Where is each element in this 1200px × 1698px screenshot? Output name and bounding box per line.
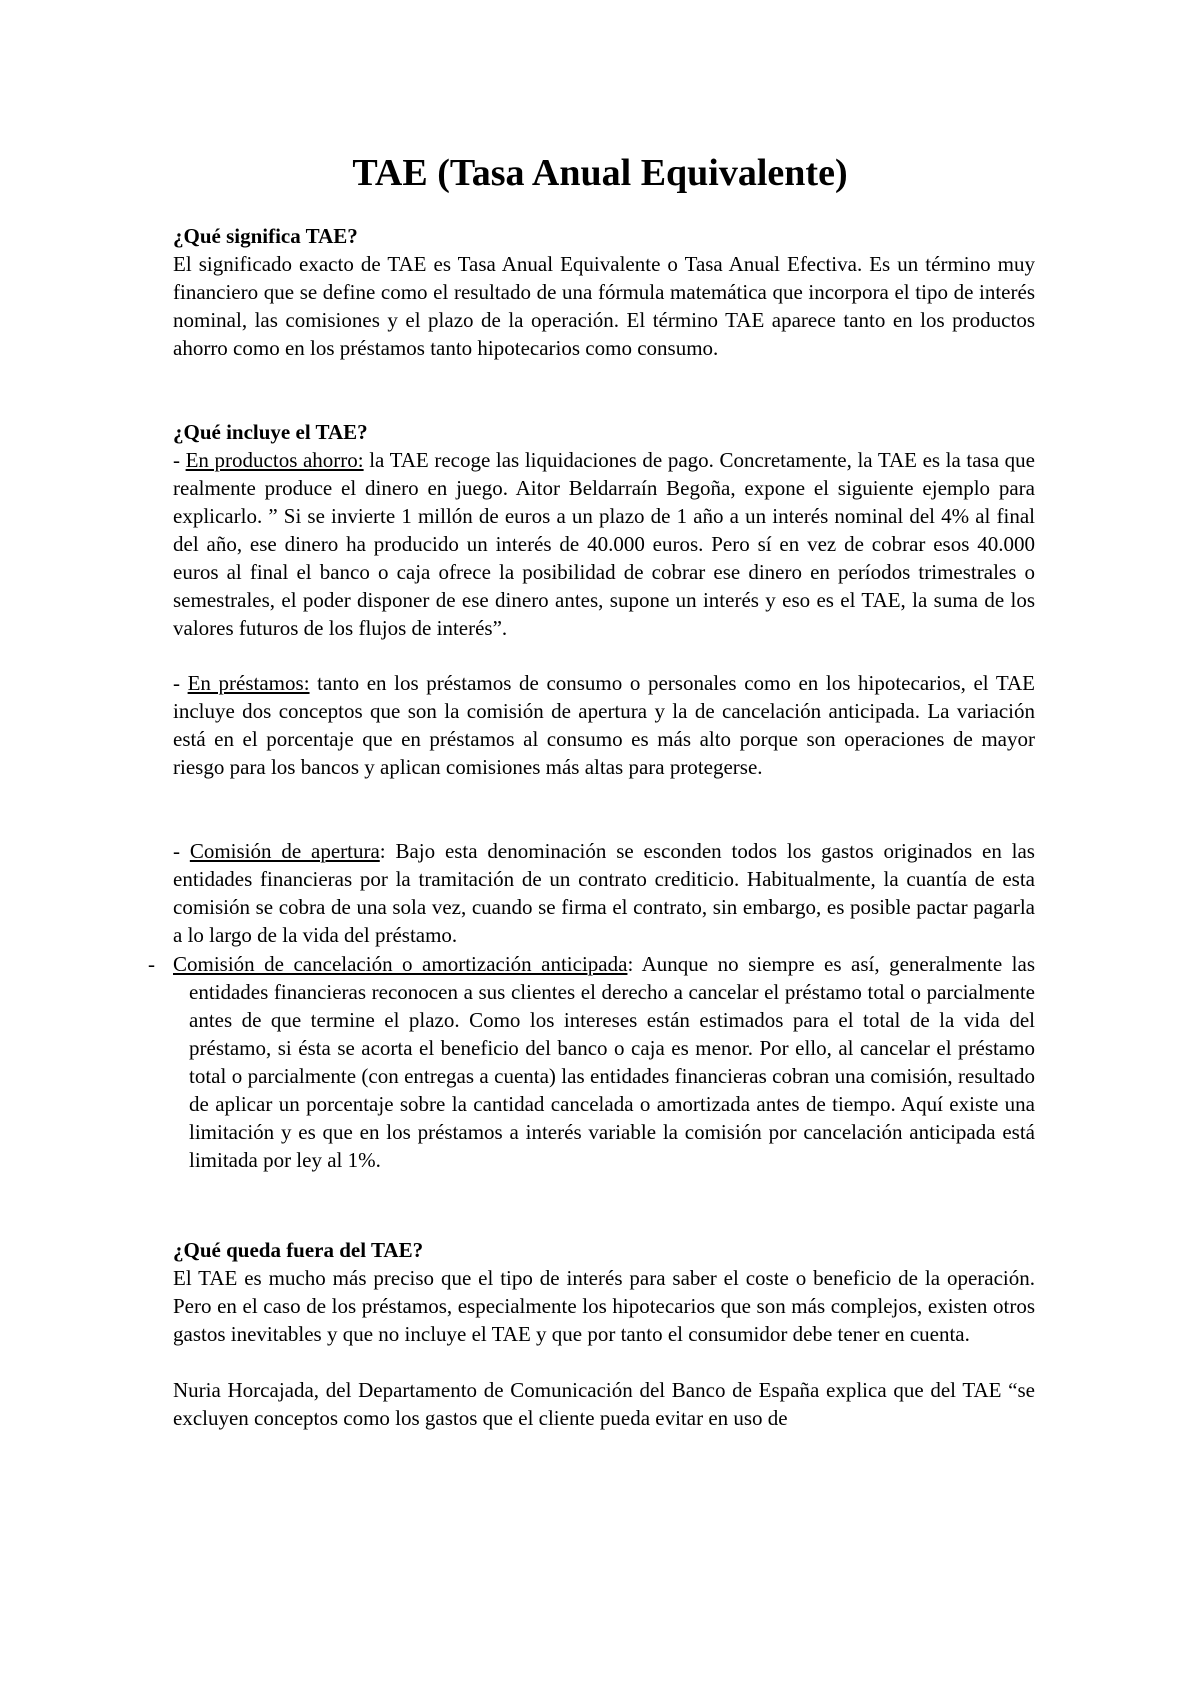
list-item-body: : Aunque no siempre es así, generalmente las entidades financieras reconocen a sus clientes el derecho a cancelar el préstamo total o parcialmente antes de que termine el plazo. Como los intereses están estimados para el total de la vida del préstamo, si ésta se acorta el beneficio del banco o caja es menor. Por ello, al cancelar el préstamo total o parcialmente (con entregas a cuenta) las entidades financieras cobran una comisión, resultado de aplicar un porcentaje sobre la cantidad cancelada o amortizada antes de tiempo. Aquí existe una limitación y es que en los préstamos a interés variable la comisión por cancelación anticipada está limitada por ley al 1%. [189, 952, 1036, 1172]
list-item-lead: Comisión de cancelación o amortización anticipada [173, 952, 628, 976]
list-item-body: : Bajo esta denominación se esconden todos los gastos originados en las entidades financieras por la tramitación de un contrato crediticio. Habitualmente, la cuantía de esta comisión se cobra de una sola vez, cuando se firma el contrato, sin embargo, es posible pactar pagarla a lo largo de la vida del préstamo. [173, 839, 1035, 947]
list-item-dash: - [148, 952, 155, 976]
list-item-lead: Comisión de apertura [189, 839, 380, 863]
section-heading-que-significa: ¿Qué significa TAE? [173, 224, 358, 248]
list-item-comision-cancelacion [173, 950, 1036, 1174]
list-item-comision-apertura [173, 837, 1035, 949]
list-item-dash: - [173, 448, 186, 472]
paragraph-significado: El significado exacto de TAE es Tasa Anual Equivalente o Tasa Anual Efectiva. Es un término muy financiero que se define como el resultado de una fórmula matemática que incorpora el tipo de interés nominal, las comisiones y el plazo de la operación. El término TAE aparece tanto en los productos ahorro como en los préstamos tanto hipotecarios como consumo. [173, 252, 1035, 360]
document-title: TAE (Tasa Anual Equivalente) [352, 152, 848, 194]
list-item-lead: En préstamos: [187, 671, 310, 695]
list-item-productos-ahorro [173, 446, 1035, 642]
list-item-body: la TAE recoge las liquidaciones de pago. Concretamente, la TAE es la tasa que realmente produce el dinero en juego. Aitor Beldarraín Begoña, expone el siguiente ejemplo para explicarlo. ” Si se invierte 1 millón de euros a un plazo de 1 año a un interés nominal del 4% al final del año, ese dinero ha producido un interés de 40.000 euros. Pero sí en vez de cobrar esos 40.000 euros al final el banco o caja ofrece la posibilidad de cobrar ese dinero en períodos trimestrales o semestrales, el poder disponer de ese dinero antes, supone un interés y eso es el TAE, la suma de los valores futuros de los flujos de interés”. [173, 448, 1036, 640]
paragraph-nuria-horcajada: Nuria Horcajada, del Departamento de Comunicación del Banco de España explica que del TAE “se excluyen conceptos como los gastos que el cliente pueda evitar en uso de [173, 1378, 1035, 1430]
list-item-dash: - [173, 671, 188, 695]
list-item-prestamos [173, 669, 1035, 781]
list-item-lead: En productos ahorro: [185, 448, 364, 472]
list-item-dash: - [173, 839, 190, 863]
list-item-body: tanto en los préstamos de consumo o personales como en los hipotecarios, el TAE incluye dos conceptos que son la comisión de apertura y la de cancelación anticipada. La variación está en el porcentaje que en préstamos al consumo es más alto porque son operaciones de mayor riesgo para los bancos y aplican comisiones más altas para protegerse. [173, 671, 1036, 779]
paragraph-queda-fuera: El TAE es mucho más preciso que el tipo de interés para saber el coste o beneficio de la operación. Pero en el caso de los préstamos, especialmente los hipotecarios que son más complejos, existen otros gastos inevitables y que no incluye el TAE y que por tanto el consumidor debe tener en cuenta. [173, 1266, 1035, 1346]
section-heading-que-incluye: ¿Qué incluye el TAE? [173, 420, 368, 444]
section-heading-que-queda-fuera: ¿Qué queda fuera del TAE? [173, 1238, 424, 1262]
